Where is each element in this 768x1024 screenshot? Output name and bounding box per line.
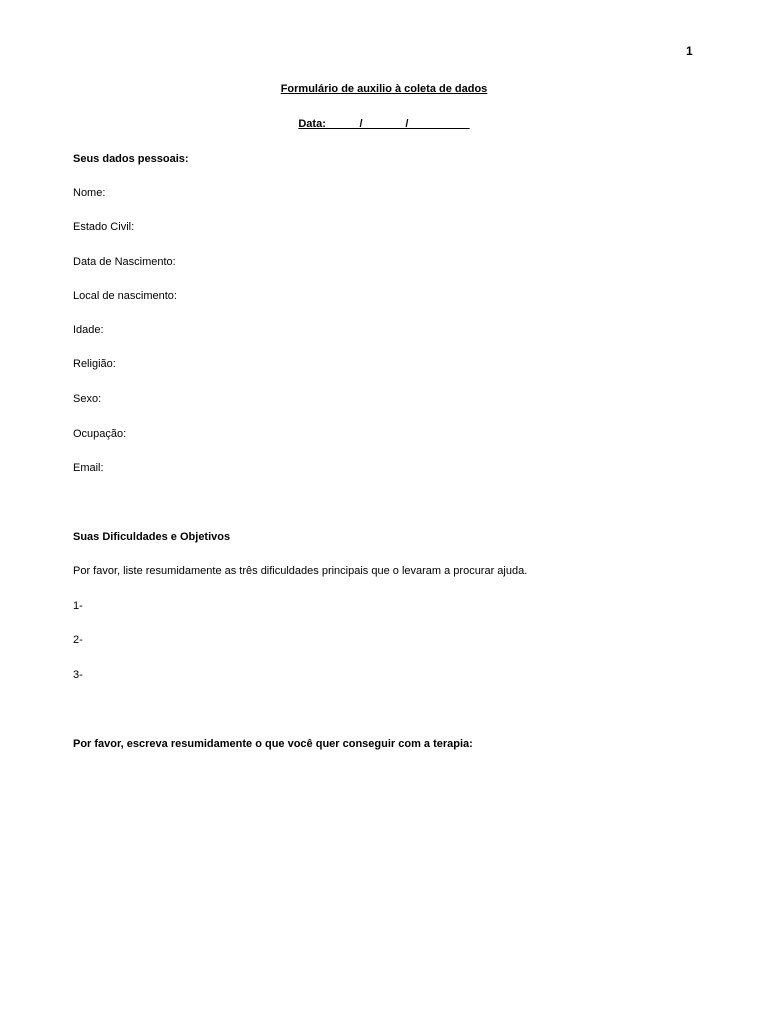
- page-number: 1: [686, 44, 693, 58]
- difficulties-section-heading: Suas Dificuldades e Objetivos: [73, 531, 231, 543]
- difficulties-instruction: Por favor, liste resumidamente as três dificuldades principais que o levaram a procurar ajuda.: [73, 565, 528, 577]
- goals-prompt: Por favor, escreva resumidamente o que você quer conseguir com a terapia:: [73, 738, 473, 750]
- difficulty-item-2: 2-: [73, 634, 83, 646]
- field-email: Email:: [73, 462, 104, 474]
- field-religiao: Religião:: [73, 358, 116, 370]
- difficulty-item-1: 1-: [73, 600, 83, 612]
- field-idade: Idade:: [73, 324, 104, 336]
- field-estado-civil: Estado Civil:: [73, 221, 135, 233]
- field-nome: Nome:: [73, 187, 106, 199]
- date-line: Data: _____/_______/__________: [298, 118, 470, 130]
- field-sexo: Sexo:: [73, 393, 102, 405]
- personal-section-heading: Seus dados pessoais:: [73, 153, 189, 165]
- form-title: Formulário de auxilio à coleta de dados: [280, 83, 488, 95]
- difficulty-item-3: 3-: [73, 669, 83, 681]
- field-data-nascimento: Data de Nascimento:: [73, 256, 176, 268]
- field-ocupacao: Ocupação:: [73, 428, 127, 440]
- field-local-nascimento: Local de nascimento:: [73, 290, 177, 302]
